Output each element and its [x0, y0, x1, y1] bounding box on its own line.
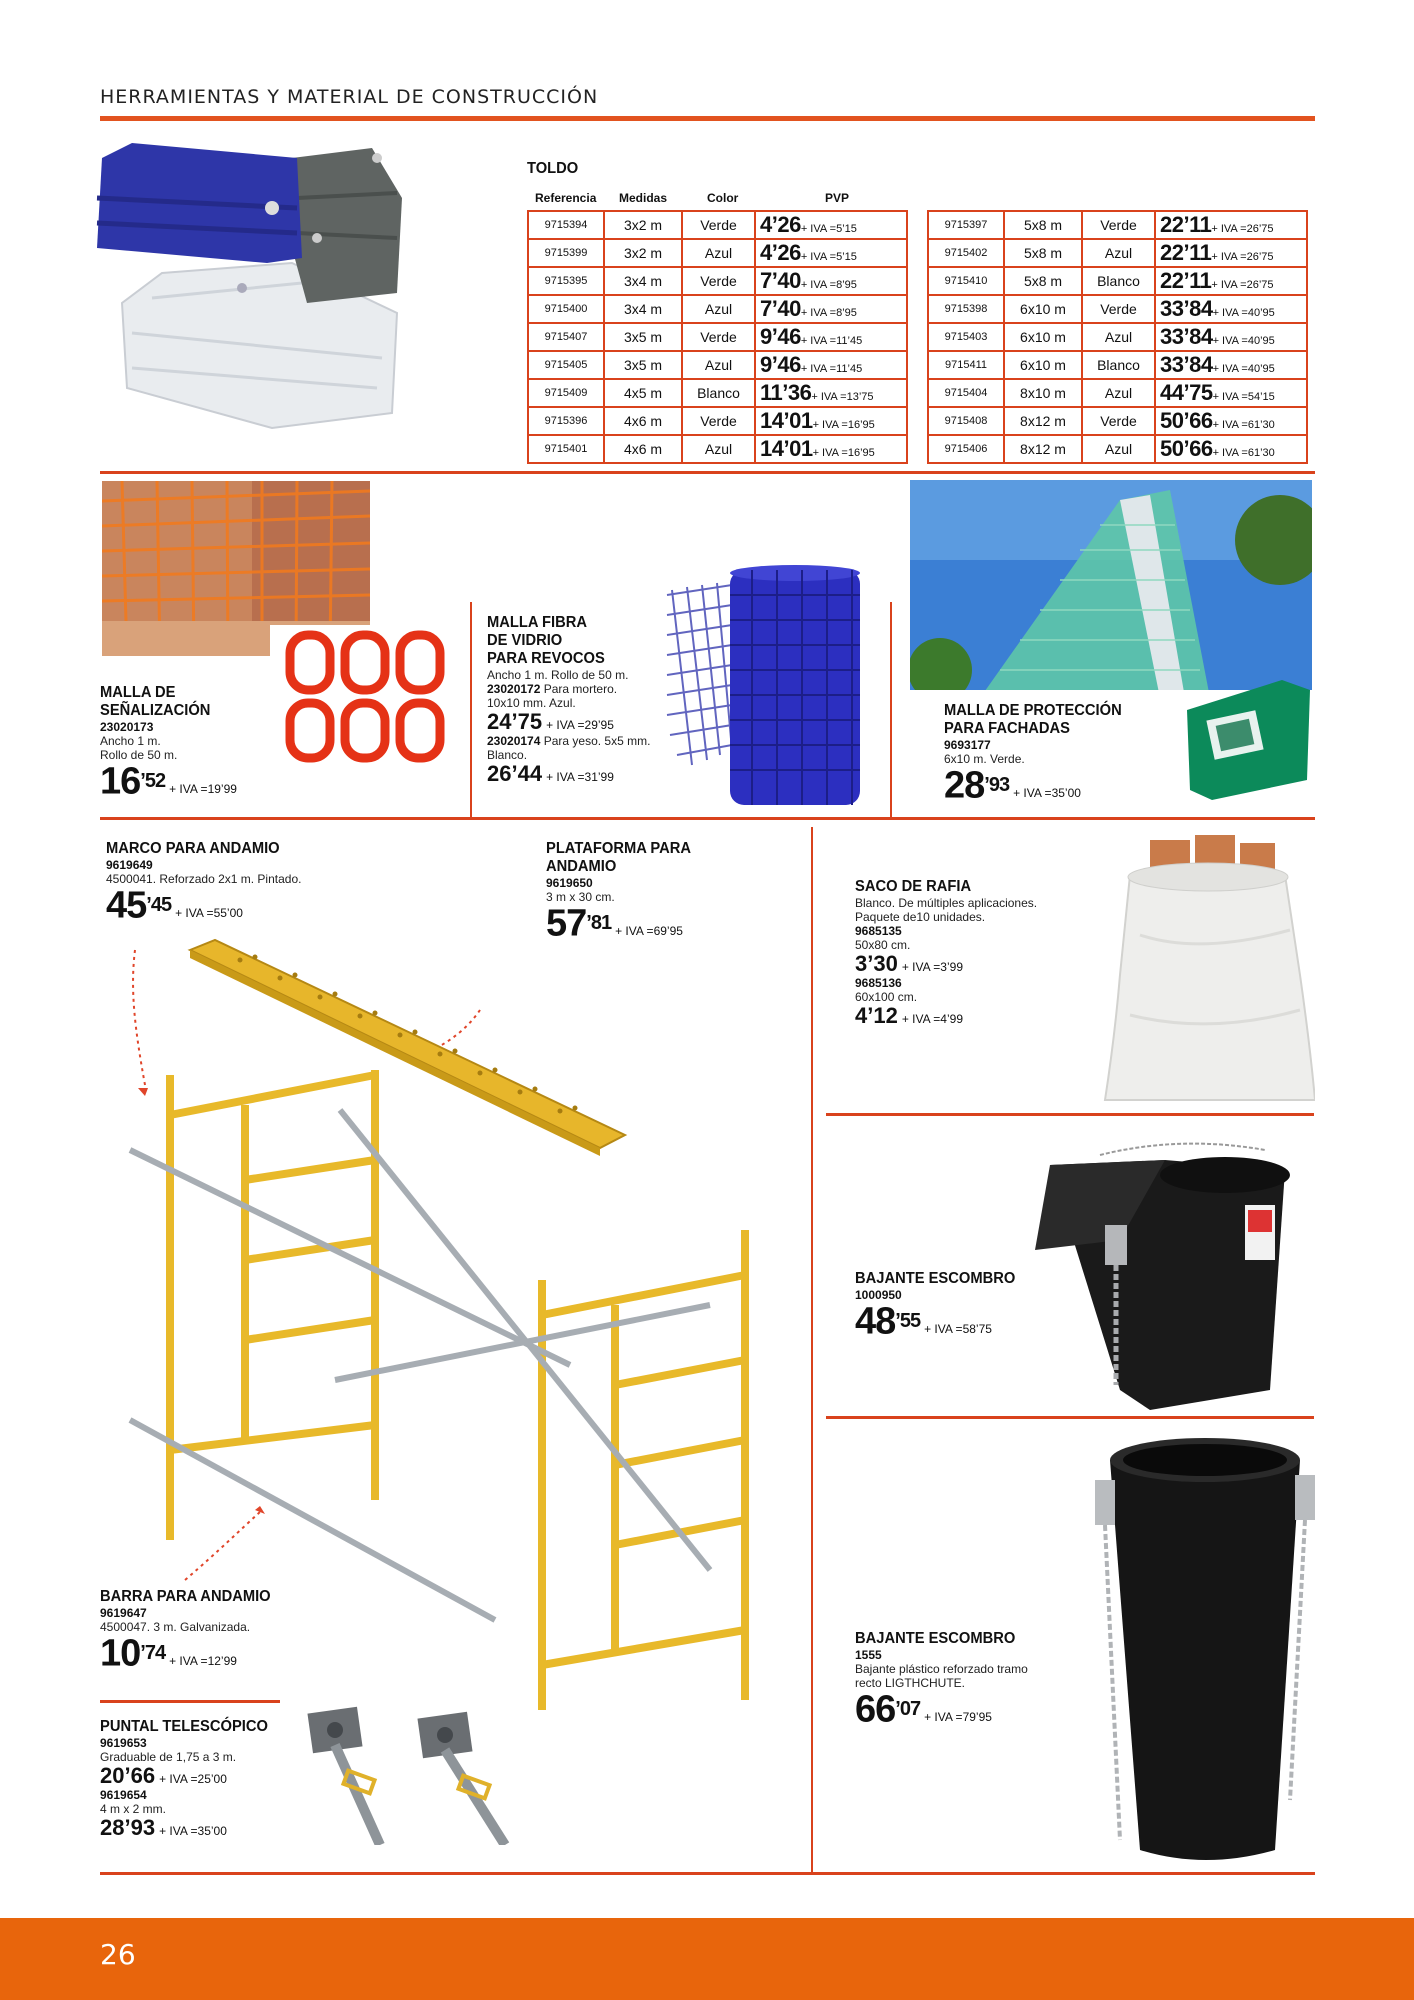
price-iva: + IVA =35’00	[1013, 786, 1081, 801]
table-row	[928, 323, 1307, 351]
saco-desc2: Paquete de10 unidades.	[855, 910, 986, 924]
cell-iva: + IVA =5’15	[800, 251, 857, 263]
saco-name: SACO DE RAFIA	[855, 878, 972, 895]
puntal-desc2: 4 m x 2 mm.	[100, 1802, 167, 1816]
cell-price: 33’84	[1160, 352, 1213, 377]
cell-price: 22’11	[1160, 212, 1212, 237]
malla-senalizacion-desc1: Ancho 1 m.	[100, 734, 161, 748]
malla-fibra-ref1: 23020172	[487, 682, 541, 696]
cell-ref: 9715410	[928, 267, 1004, 295]
marco-info	[106, 840, 346, 927]
table-row	[928, 211, 1307, 239]
header-rule	[100, 116, 1315, 121]
th-referencia: Referencia	[535, 191, 597, 205]
malla-senalizacion-name1: MALLA DE	[100, 684, 176, 701]
cell-pvp	[1155, 267, 1307, 295]
cell-ref: 9715394	[528, 211, 604, 239]
malla-fachadas-info	[944, 702, 1184, 807]
blue-tarp	[97, 143, 302, 263]
cell-ref: 9715401	[528, 435, 604, 463]
table-row	[928, 407, 1307, 435]
cell-pvp	[755, 435, 907, 463]
cell-ref: 9715398	[928, 295, 1004, 323]
cell-iva: + IVA =26’75	[1211, 251, 1274, 263]
puntal-ref2: 9619654	[100, 1788, 147, 1802]
cell-pvp	[1155, 211, 1307, 239]
cell-pvp	[755, 351, 907, 379]
cell-medidas: 5x8 m	[1004, 239, 1082, 267]
bajante2-desc2: recto LIGTHCHUTE.	[855, 1676, 966, 1690]
barra-ref: 9619647	[100, 1606, 147, 1620]
saco-price1: 3’30	[855, 951, 898, 976]
cell-color: Verde	[1082, 211, 1155, 239]
cell-color: Verde	[1082, 407, 1155, 435]
cell-price: 14’01	[760, 408, 813, 433]
plataforma-info	[546, 840, 766, 945]
cell-pvp	[755, 379, 907, 407]
divider-puntal	[100, 1700, 280, 1703]
bajante2-image	[1090, 1430, 1320, 1870]
saco-ref2: 9685136	[855, 976, 902, 990]
grey-tarp	[292, 148, 402, 303]
cell-medidas: 4x6 m	[604, 435, 682, 463]
malla-fibra-iva1: + IVA =29’95	[546, 718, 614, 732]
cell-pvp	[1155, 239, 1307, 267]
saco-info	[855, 878, 1085, 1028]
price-iva: + IVA =55’00	[175, 906, 243, 921]
price-integer: 48	[855, 1300, 896, 1343]
cell-color: Blanco	[1082, 351, 1155, 379]
table-row	[928, 295, 1307, 323]
malla-fachadas-name1: MALLA DE PROTECCIÓN	[944, 702, 1122, 719]
cell-price: 50’66	[1160, 408, 1213, 433]
plataforma-name1: PLATAFORMA PARA	[546, 840, 692, 857]
table-row	[528, 379, 907, 407]
price-iva: + IVA =12’99	[169, 1654, 237, 1669]
cell-ref: 9715395	[528, 267, 604, 295]
toldo-image	[92, 138, 402, 438]
cell-color: Verde	[682, 323, 755, 351]
toldo-table-left	[527, 210, 908, 464]
cell-color: Verde	[1082, 295, 1155, 323]
divider-mallas	[100, 817, 1315, 820]
cell-medidas: 8x12 m	[1004, 435, 1082, 463]
cell-pvp	[1155, 435, 1307, 463]
th-pvp: PVP	[825, 191, 850, 205]
bajante1-name: BAJANTE ESCOMBRO	[855, 1270, 1016, 1287]
cell-color: Azul	[1082, 435, 1155, 463]
cell-iva: + IVA =40’95	[1212, 335, 1275, 347]
price-integer: 45	[106, 884, 147, 927]
cell-medidas: 6x10 m	[1004, 351, 1082, 379]
malla-fachadas-name2: PARA FACHADAS	[944, 720, 1070, 737]
divider-vertical-2	[890, 602, 892, 817]
price-integer: 16	[100, 760, 141, 803]
saco-ref1: 9685135	[855, 924, 902, 938]
table-row	[528, 435, 907, 463]
toldo-table-right	[927, 210, 1308, 464]
cell-iva: + IVA =54’15	[1212, 391, 1275, 403]
cell-price: 22’11	[1160, 240, 1212, 265]
cell-iva: + IVA =26’75	[1211, 279, 1274, 291]
price-iva: + IVA =79’95	[924, 1710, 992, 1725]
cell-medidas: 3x4 m	[604, 267, 682, 295]
section-title: HERRAMIENTAS Y MATERIAL DE CONSTRUCCIÓN	[100, 86, 599, 108]
green-net-package-image	[1182, 670, 1312, 805]
cell-ref: 9715396	[528, 407, 604, 435]
table-row	[528, 239, 907, 267]
malla-fibra-desc5: Blanco.	[487, 748, 528, 762]
puntal-name: PUNTAL TELESCÓPICO	[100, 1718, 268, 1735]
saco-size1: 50x80 cm.	[855, 938, 911, 952]
cell-medidas: 3x5 m	[604, 351, 682, 379]
barra-name: BARRA PARA ANDAMIO	[100, 1588, 271, 1605]
malla-fibra-price2: 26’44	[487, 761, 543, 786]
cell-ref: 9715400	[528, 295, 604, 323]
cell-medidas: 8x12 m	[1004, 407, 1082, 435]
cell-color: Azul	[1082, 379, 1155, 407]
divider-vertical-1	[470, 602, 472, 817]
cell-ref: 9715399	[528, 239, 604, 267]
malla-fibra-name2: DE VIDRIO	[487, 632, 563, 649]
malla-fachadas-photo	[910, 480, 1312, 698]
price-decimal: ’74	[140, 1642, 166, 1664]
cell-color: Azul	[682, 295, 755, 323]
malla-senalizacion-price	[100, 760, 270, 803]
bajante2-desc1: Bajante plástico reforzado tramo	[855, 1662, 1028, 1676]
cell-color: Azul	[1082, 323, 1155, 351]
saco-iva1: + IVA =3’99	[901, 960, 963, 974]
cell-ref: 9715408	[928, 407, 1004, 435]
price-integer: 10	[100, 1632, 141, 1675]
divider-toldo	[100, 471, 1315, 474]
cell-price: 7’40	[760, 296, 801, 321]
cell-iva: + IVA =11’45	[800, 363, 863, 375]
malla-fibra-desc4: Para yeso. 5x5 mm.	[543, 734, 651, 748]
cell-price: 4’26	[760, 212, 801, 237]
cell-color: Verde	[682, 211, 755, 239]
malla-senalizacion-ref: 23020173	[100, 720, 154, 734]
table-row	[928, 267, 1307, 295]
cell-iva: + IVA =61’30	[1212, 419, 1275, 431]
puntal-iva2: + IVA =35’00	[159, 1824, 227, 1838]
saco-desc1: Blanco. De múltiples aplicaciones.	[855, 896, 1038, 910]
saco-image	[1100, 835, 1315, 1105]
bajante1-ref: 1000950	[855, 1288, 902, 1302]
malla-fachadas-desc: 6x10 m. Verde.	[944, 752, 1025, 766]
saco-size2: 60x100 cm.	[855, 990, 918, 1004]
cell-ref: 9715405	[528, 351, 604, 379]
cell-medidas: 3x2 m	[604, 239, 682, 267]
puntal-ref1: 9619653	[100, 1736, 147, 1750]
table-row	[528, 295, 907, 323]
cell-price: 4’26	[760, 240, 801, 265]
bajante1-info	[855, 1270, 1075, 1343]
cell-price: 33’84	[1160, 296, 1213, 321]
cell-ref: 9715411	[928, 351, 1004, 379]
malla-fibra-ref2: 23020174	[487, 734, 541, 748]
malla-fibra-iva2: + IVA =31’99	[546, 770, 614, 784]
price-iva: + IVA =69’95	[615, 924, 683, 939]
table-row	[928, 351, 1307, 379]
cell-ref: 9715404	[928, 379, 1004, 407]
bajante2-ref: 1555	[855, 1648, 882, 1662]
cell-ref: 9715407	[528, 323, 604, 351]
cell-price: 9’46	[760, 352, 801, 377]
table-row	[528, 351, 907, 379]
malla-fibra-desc3: 10x10 mm. Azul.	[487, 696, 576, 710]
page-number: 26	[100, 1938, 136, 1971]
plataforma-desc: 3 m x 30 cm.	[546, 890, 615, 904]
cell-ref: 9715397	[928, 211, 1004, 239]
th-color: Color	[707, 191, 739, 205]
cell-color: Verde	[682, 267, 755, 295]
cell-color: Azul	[682, 435, 755, 463]
toldo-title: TOLDO	[527, 160, 579, 177]
cell-medidas: 6x10 m	[1004, 323, 1082, 351]
cell-iva: + IVA =5’15	[800, 223, 857, 235]
divider-bottom	[100, 1872, 1315, 1875]
malla-senalizacion-desc2: Rollo de 50 m.	[100, 748, 178, 762]
left-frame	[170, 1070, 375, 1540]
th-medidas: Medidas	[619, 191, 668, 205]
malla-senalizacion-name2: SEÑALIZACIÓN	[100, 702, 211, 719]
table-row	[528, 407, 907, 435]
cell-iva: + IVA =40’95	[1212, 307, 1275, 319]
cell-pvp	[1155, 379, 1307, 407]
cell-iva: + IVA =13’75	[811, 391, 874, 403]
malla-fibra-desc2: Para mortero.	[543, 682, 618, 696]
price-decimal: ’52	[140, 770, 166, 792]
price-iva: + IVA =58’75	[924, 1322, 992, 1337]
puntal-desc1: Graduable de 1,75 a 3 m.	[100, 1750, 237, 1764]
cell-pvp	[1155, 351, 1307, 379]
price-decimal: ’93	[984, 774, 1010, 796]
footer-bar	[0, 1918, 1414, 2000]
malla-fibra-desc1: Ancho 1 m. Rollo de 50 m.	[487, 668, 629, 682]
cell-pvp	[755, 267, 907, 295]
orange-mesh-detail	[270, 625, 450, 770]
malla-fibra-price1: 24’75	[487, 709, 543, 734]
table-row	[928, 435, 1307, 463]
cell-color: Azul	[682, 239, 755, 267]
cell-medidas: 4x5 m	[604, 379, 682, 407]
cell-medidas: 3x2 m	[604, 211, 682, 239]
table-row	[528, 211, 907, 239]
price-decimal: ’07	[895, 1698, 921, 1720]
platform	[190, 940, 625, 1156]
divider-vertical-3	[811, 827, 813, 1875]
cell-medidas: 4x6 m	[604, 407, 682, 435]
puntal-price2: 28’93	[100, 1815, 156, 1840]
cell-pvp	[755, 211, 907, 239]
cell-price: 50’66	[1160, 436, 1213, 461]
cell-price: 22’11	[1160, 268, 1212, 293]
price-decimal: ’81	[586, 912, 612, 934]
cell-price: 7’40	[760, 268, 801, 293]
cell-medidas: 3x5 m	[604, 323, 682, 351]
cell-price: 33’84	[1160, 324, 1213, 349]
cell-medidas: 5x8 m	[1004, 267, 1082, 295]
blue-mesh-roll-image	[662, 565, 872, 810]
puntal-iva1: + IVA =25’00	[159, 1772, 227, 1786]
price-decimal: ’45	[146, 894, 172, 916]
barra-desc: 4500047. 3 m. Galvanizada.	[100, 1620, 251, 1634]
malla-fibra-name1: MALLA FIBRA	[487, 614, 588, 631]
cell-pvp	[1155, 295, 1307, 323]
cell-iva: + IVA =8’95	[800, 307, 857, 319]
bajante2-info	[855, 1630, 1085, 1731]
table-row	[528, 267, 907, 295]
price-integer: 28	[944, 764, 985, 807]
puntal-image	[300, 1705, 530, 1845]
cell-price: 9’46	[760, 324, 801, 349]
price-integer: 57	[546, 902, 587, 945]
malla-fibra-name3: PARA REVOCOS	[487, 650, 605, 667]
cell-price: 44’75	[1160, 380, 1213, 405]
cell-color: Azul	[682, 351, 755, 379]
divider-saco	[826, 1113, 1314, 1116]
cell-iva: + IVA =26’75	[1211, 223, 1274, 235]
cell-ref: 9715402	[928, 239, 1004, 267]
divider-bajante	[826, 1416, 1314, 1419]
cell-ref: 9715403	[928, 323, 1004, 351]
cell-iva: + IVA =11’45	[800, 335, 863, 347]
puntal-price1: 20’66	[100, 1763, 156, 1788]
cell-iva: + IVA =61’30	[1212, 447, 1275, 459]
marco-ref: 9619649	[106, 858, 153, 872]
cell-color: Blanco	[682, 379, 755, 407]
cell-medidas: 5x8 m	[1004, 211, 1082, 239]
saco-iva2: + IVA =4’99	[901, 1012, 963, 1026]
cell-iva: + IVA =16’95	[812, 419, 875, 431]
cell-pvp	[755, 407, 907, 435]
cell-iva: + IVA =8’95	[800, 279, 857, 291]
cell-price: 11’36	[760, 380, 812, 405]
price-iva: + IVA =19’99	[169, 782, 237, 797]
cell-price: 14’01	[760, 436, 813, 461]
table-row	[928, 239, 1307, 267]
saco-price2: 4’12	[855, 1003, 898, 1028]
cell-iva: + IVA =16’95	[812, 447, 875, 459]
malla-fibra-info	[487, 614, 667, 786]
right-frame	[542, 1230, 745, 1710]
table-row	[928, 379, 1307, 407]
malla-senalizacion-info	[100, 684, 270, 803]
price-integer: 66	[855, 1688, 896, 1731]
puntal-info	[100, 1718, 320, 1840]
price-decimal: ’55	[895, 1310, 921, 1332]
cell-pvp	[755, 323, 907, 351]
barra-info	[100, 1588, 340, 1675]
cell-medidas: 8x10 m	[1004, 379, 1082, 407]
cell-medidas: 3x4 m	[604, 295, 682, 323]
cell-pvp	[1155, 323, 1307, 351]
bajante2-name: BAJANTE ESCOMBRO	[855, 1630, 1016, 1647]
cell-iva: + IVA =40’95	[1212, 363, 1275, 375]
marco-desc: 4500041. Reforzado 2x1 m. Pintado.	[106, 872, 302, 886]
cell-medidas: 6x10 m	[1004, 295, 1082, 323]
plataforma-ref: 9619650	[546, 876, 593, 890]
cell-color: Blanco	[1082, 267, 1155, 295]
plataforma-name2: ANDAMIO	[546, 858, 617, 875]
cell-ref: 9715409	[528, 379, 604, 407]
cell-pvp	[755, 239, 907, 267]
marco-name: MARCO PARA ANDAMIO	[106, 840, 280, 857]
cell-pvp	[1155, 407, 1307, 435]
table-row	[528, 323, 907, 351]
malla-fachadas-ref: 9693177	[944, 738, 991, 752]
cell-color: Verde	[682, 407, 755, 435]
cell-color: Azul	[1082, 239, 1155, 267]
cell-ref: 9715406	[928, 435, 1004, 463]
cell-pvp	[755, 295, 907, 323]
